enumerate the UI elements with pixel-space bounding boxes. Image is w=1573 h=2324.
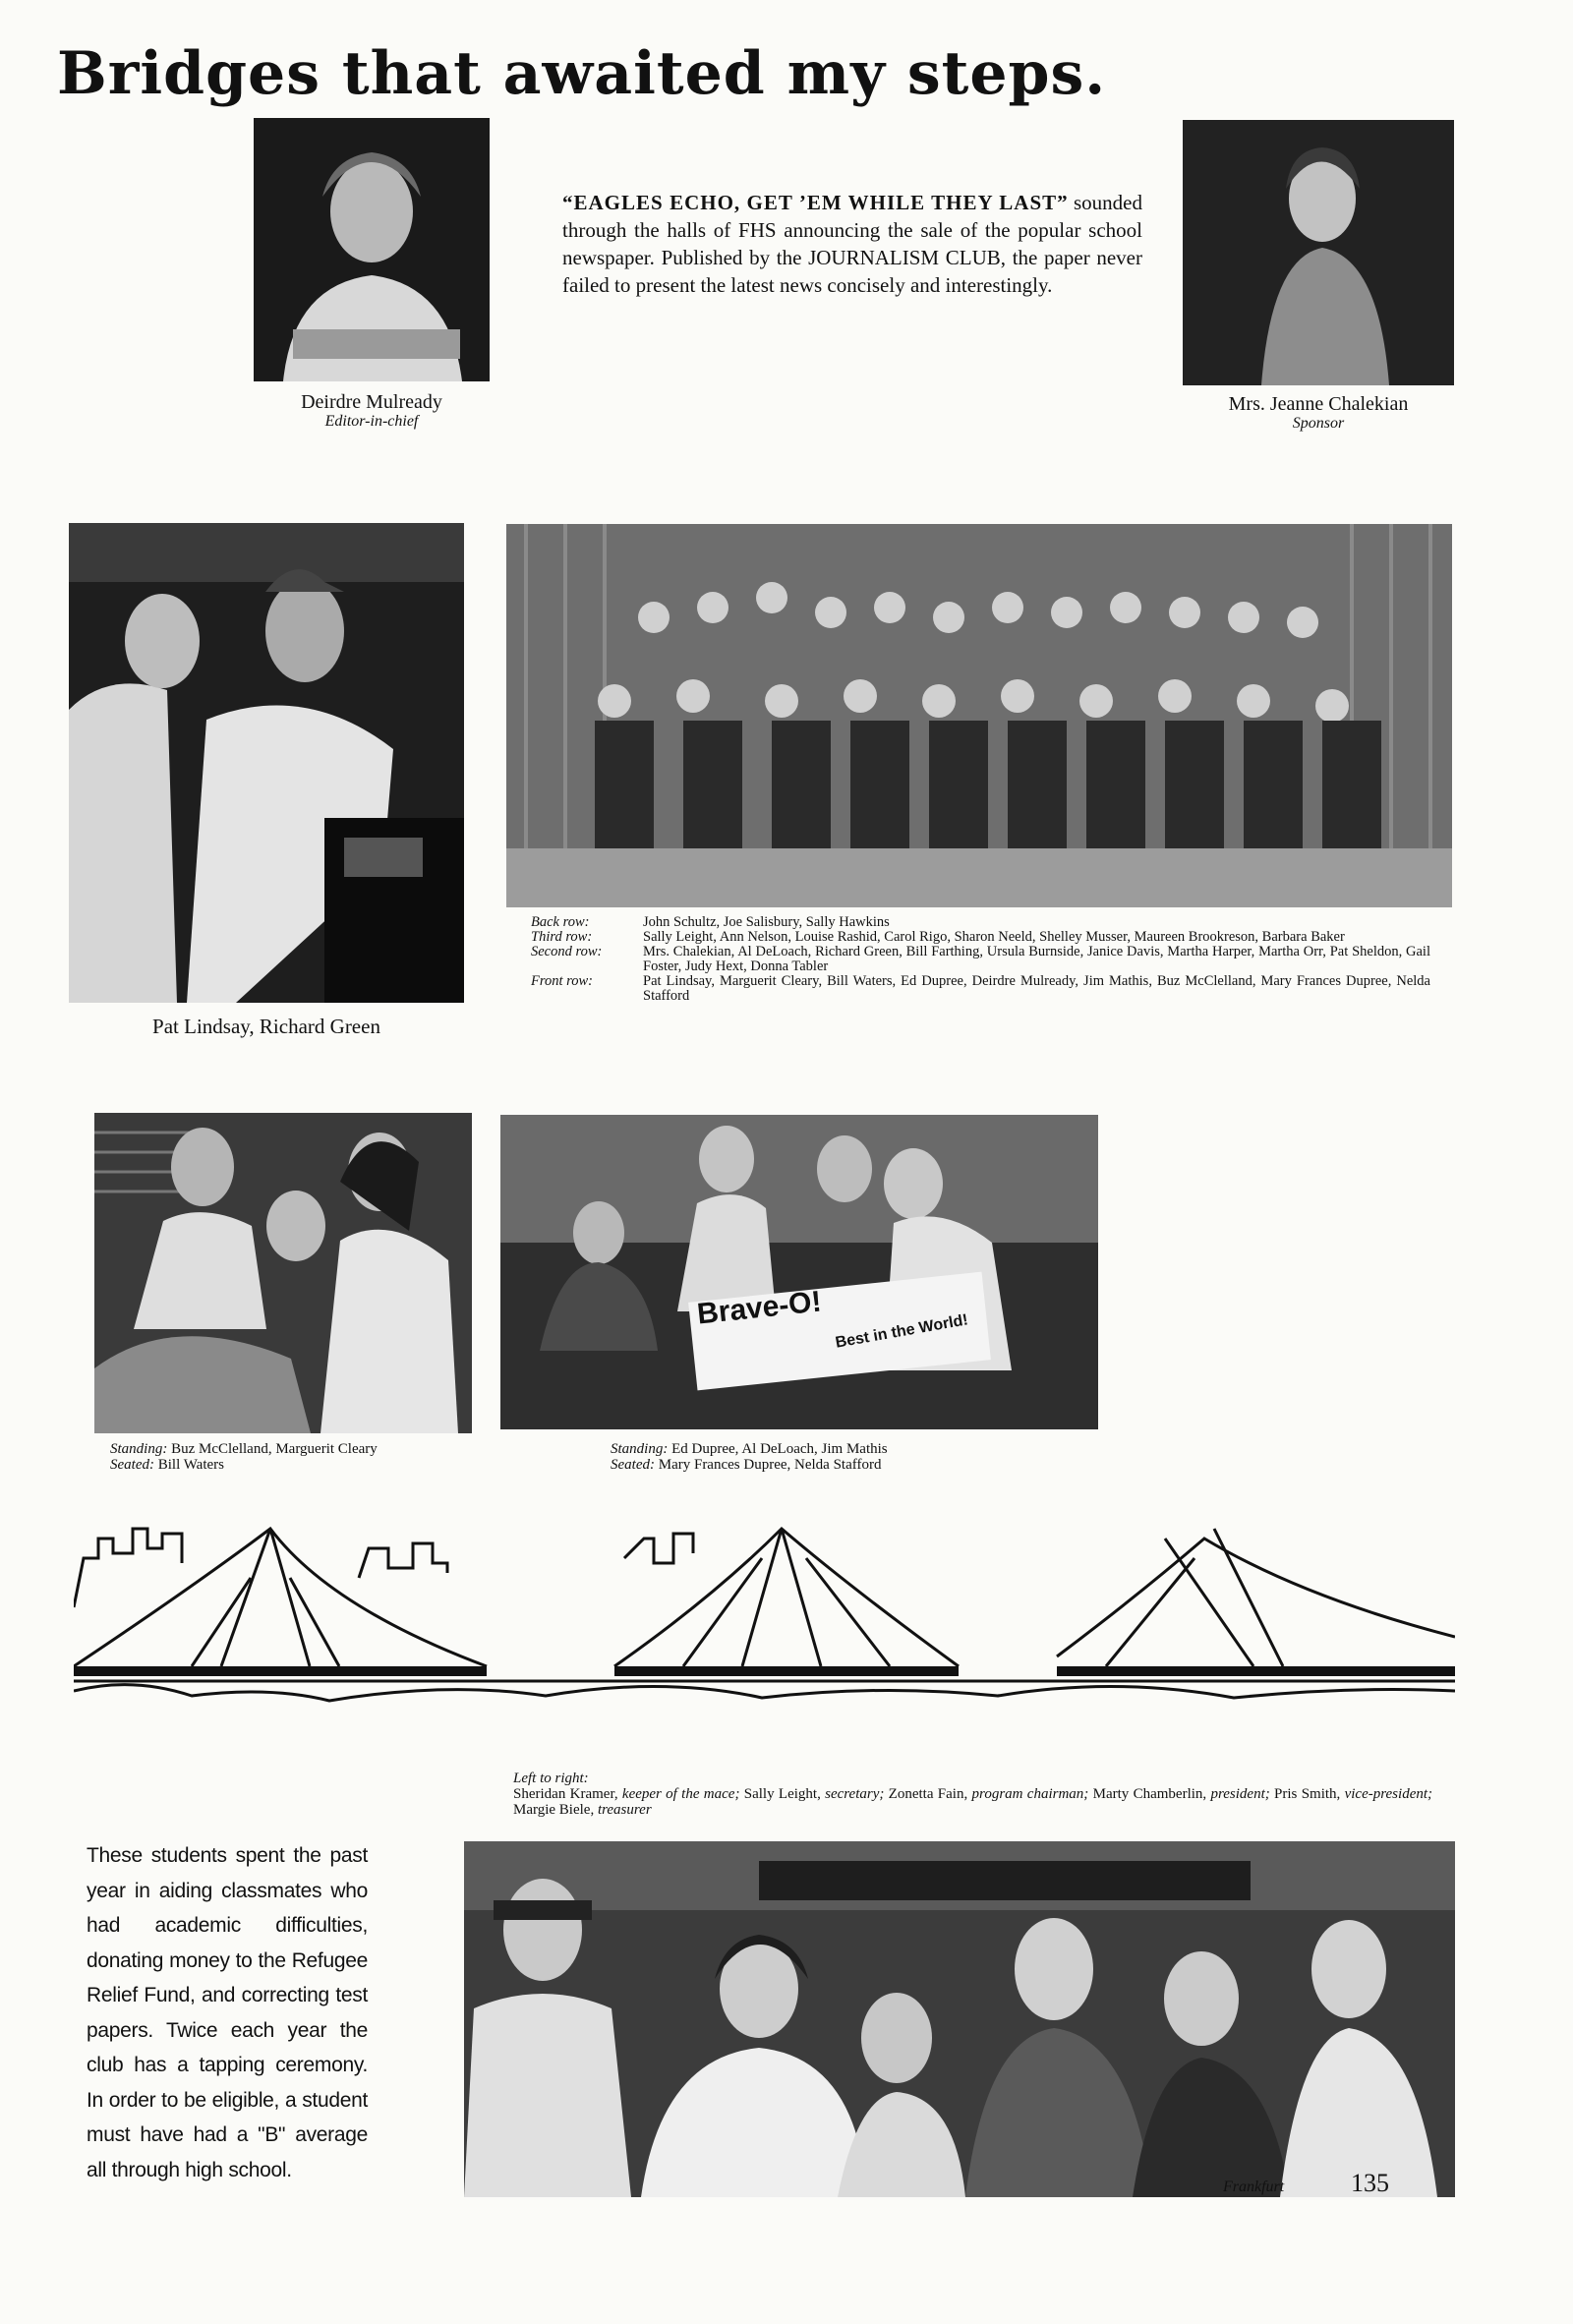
group-row [531, 945, 1430, 974]
page-title: Bridges that awaited my steps. [57, 39, 1107, 108]
group-row [531, 930, 1430, 945]
sponsor-role: Sponsor [1292, 415, 1345, 432]
officer-role: program chairman; [971, 1786, 1089, 1802]
officers-photo [464, 1841, 1455, 2197]
officers-list [513, 1786, 1432, 1818]
officer-name: Sheridan Kramer, [513, 1786, 622, 1802]
footer-school-name: Frankfurt [1223, 2179, 1285, 2195]
intro-lead: “EAGLES ECHO, GET ’EM WHILE THEY LAST” [562, 191, 1069, 214]
editor-role: Editor-in-chief [324, 413, 419, 430]
newspaper-headline: Brave-O! [695, 1285, 824, 1331]
group-rows-caption [531, 915, 1430, 1004]
officer-role: vice-president; [1344, 1786, 1433, 1802]
page-number: 135 [1351, 2169, 1389, 2197]
officer-name: Marty Chamberlin, [1088, 1786, 1211, 1802]
officer-name: Pris Smith, [1269, 1786, 1345, 1802]
group-row [531, 915, 1430, 930]
row-names: Pat Lindsay, Marguerit Cleary, Bill Waters, Ed Dupree, Deirdre Mulready, Jim Mathis, Buz McClelland, Mary Frances Dupree, Nelda Stafford [643, 973, 1430, 1004]
row-names: Mrs. Chalekian, Al DeLoach, Richard Green, Bill Farthing, Ursula Burnside, Janice Davis, Martha Harper, Martha Orr, Pat Sheldon, Gail Foster, Judy Hext, Donna Tabler [643, 944, 1430, 974]
editor-name: Deirdre Mulready [301, 391, 442, 413]
officer-name: Zonetta Fain, [884, 1786, 972, 1802]
standing-label: Standing: [611, 1441, 669, 1457]
standing-label: Standing: [110, 1441, 168, 1457]
officers-caption [513, 1771, 1432, 1818]
seated-names: Bill Waters [153, 1457, 224, 1473]
seated-label: Seated: [110, 1457, 154, 1473]
row-names: Sally Leight, Ann Nelson, Louise Rashid, Carol Rigo, Sharon Neeld, Shelley Musser, Maureen Brookreson, Barbara Baker [643, 929, 1345, 945]
honor-society-paragraph: These students spent the past year in aiding classmates who had academic difficulties, donating money to the Refugee Relief Fund, and correcting test papers. Twice each year the club has a tapping ceremony. In order to be eligible, a student must have had a "B" average all through high school. [87, 1844, 368, 2181]
intro-paragraph [562, 189, 1142, 299]
newspaper-photo [500, 1115, 1098, 1429]
row-label: Second row: [531, 944, 603, 959]
officer-role: keeper of the mace; [621, 1786, 740, 1802]
newspaper-banner: Best in the World! [834, 1311, 969, 1352]
seated-names: Mary Frances Dupree, Nelda Stafford [654, 1457, 882, 1473]
bridge-sketch-illustration [74, 1519, 1455, 1730]
sponsor-photo [1183, 120, 1454, 385]
seated-label: Seated: [611, 1457, 655, 1473]
row-label: Third row: [531, 929, 593, 945]
officer-name: Margie Biele, [513, 1802, 598, 1818]
officers-label: Left to right: [513, 1771, 589, 1786]
group-row [531, 974, 1430, 1004]
press-photo [94, 1113, 472, 1433]
printing-photo [69, 523, 464, 1003]
standing-names: Ed Dupree, Al DeLoach, Jim Mathis [668, 1441, 888, 1457]
editor-photo [254, 118, 490, 381]
group-photo [506, 524, 1452, 907]
officer-role: president; [1210, 1786, 1270, 1802]
standing-names: Buz McClelland, Marguerit Cleary [167, 1441, 378, 1457]
row-label: Front row: [531, 973, 593, 989]
sponsor-name: Mrs. Jeanne Chalekian [1228, 393, 1409, 415]
row-label: Back row: [531, 914, 590, 930]
officer-role: treasurer [597, 1802, 652, 1818]
intro-body: sounded through the halls of FHS announcing the sale of the popular school newspaper. Published by the JOURNALISM CLUB, the paper never failed to present the latest news concisely and interestingly. [562, 191, 1142, 297]
officer-name: Sally Leight, [739, 1786, 826, 1802]
press-caption [110, 1441, 484, 1473]
newspaper-caption [611, 1441, 1102, 1473]
printing-caption: Pat Lindsay, Richard Green [152, 1015, 380, 1038]
officer-role: secretary; [825, 1786, 885, 1802]
row-names: John Schultz, Joe Salisbury, Sally Hawkins [643, 914, 890, 930]
